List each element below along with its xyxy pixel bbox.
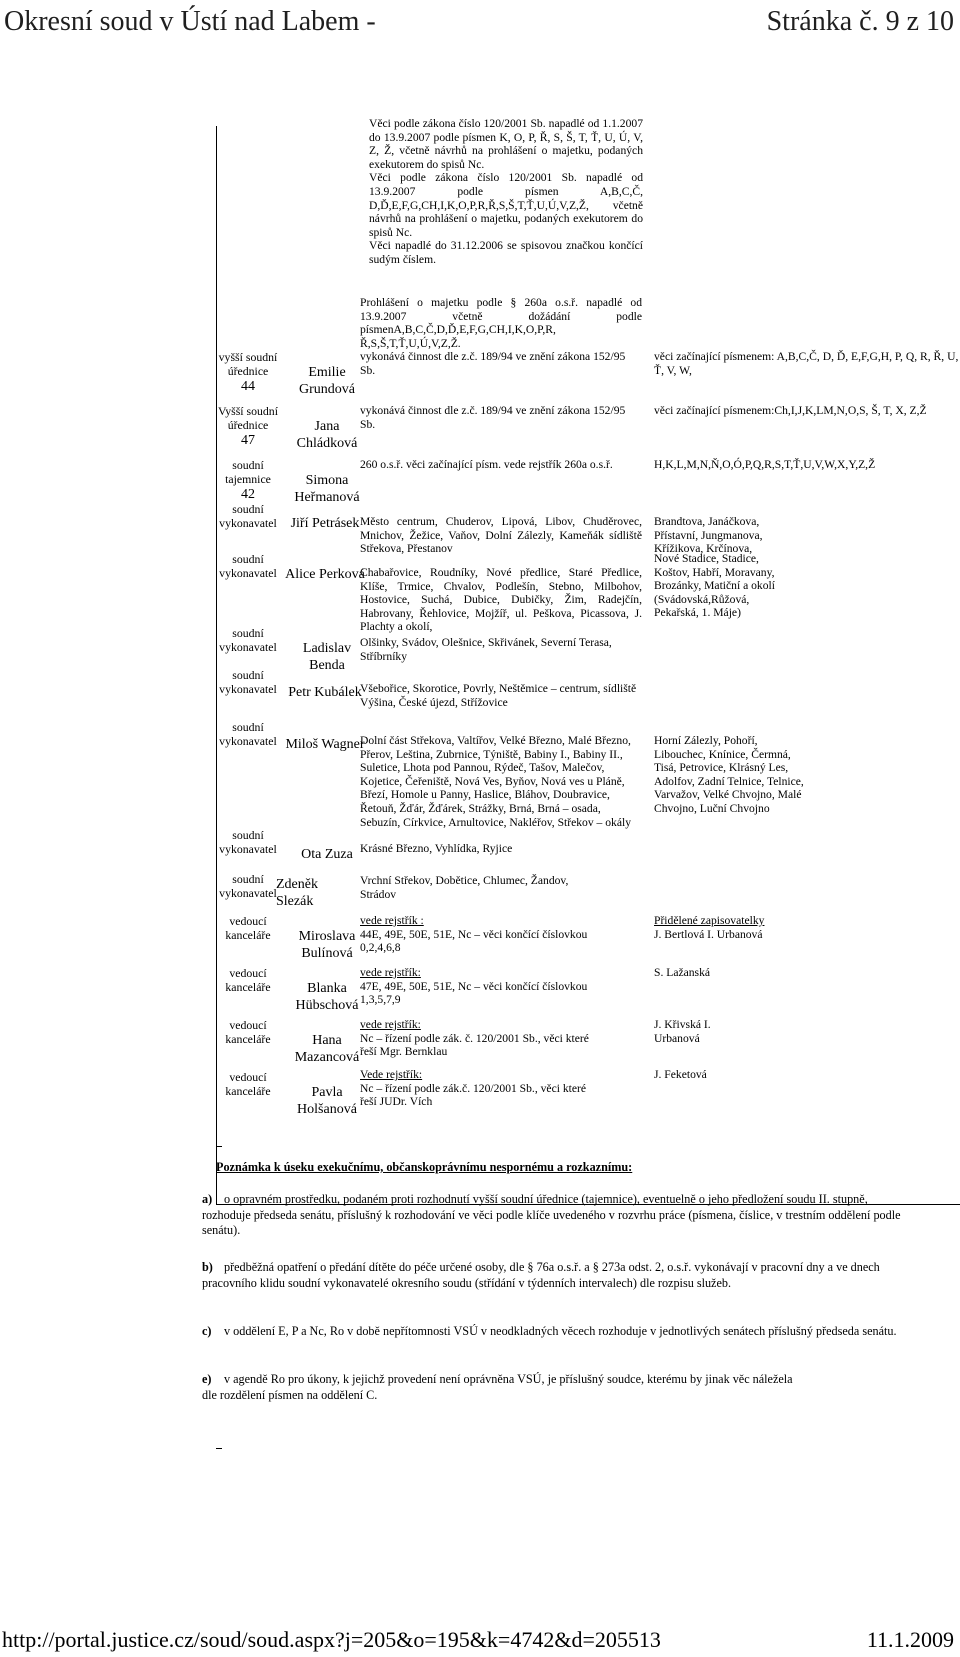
- scope-text: Nové Stadice, Stadice, Koštov, Habří, Moravany, Brozánky, Matiční a okolí (Svádovská,Růžová, Pekařská, 1. Máje): [654, 552, 775, 620]
- kancelar-activity-text: 47E, 49E, 50E, 51E, Nc – věci končící číslovkou 1,3,5,7,9: [360, 979, 588, 1007]
- role-cell: [212, 458, 284, 503]
- activity-text: Dolní část Střekova, Valtířov, Velké Březno, Malé Březno, Přerov, Leština, Zubrnice, Týniště, Babiny I., Babiny II., Suletice, Lhota pod Pannou, Rýdeč, Tašov, Malečov, Kojetice, Čeřeniště, Nová Ves, Byňov, Nová ves u Pláně, Březí, Homole u Panny, Haslice, Bláhov, Doubravice, Řetouň, Žďár, Žďárek, Strážky, Brná, Brná – osada, Sebuzín, Církvice, Arnultovice, Nakléřov, Střekov – okály: [360, 734, 631, 829]
- person-name: Ota Zuza: [301, 847, 353, 862]
- note-item-text: v agendě Ro pro úkony, k jejichž provedení není oprávněna VSÚ, je příslušný soudce, kterému by jinak věc náležela dle rozdělení písmen na oddělení C.: [202, 1372, 793, 1402]
- person-name: Hana Mazancová: [294, 1033, 360, 1065]
- role-label: Vyšší soudní úřednice: [218, 404, 278, 432]
- kancelar-scope: [654, 914, 804, 941]
- note-item-text: v oddělení E, P a Nc, Ro v době nepřítomnosti VSÚ v neodkladných věcech rozhoduje v jednotlivých senátech příslušný předseda senátu.: [224, 1324, 897, 1338]
- kancelar-activity-head: vede rejstřík:: [360, 966, 421, 979]
- role-cell: soudní vykonavatel: [219, 668, 277, 696]
- note-item: [202, 1372, 802, 1403]
- person-name: Pavla Holšanová: [297, 1085, 357, 1117]
- scope-text: H,K,L,M,N,Ň,O,Ó,P,Q,R,S,T,Ť,U,V,W,X,Y,Z,Ž: [654, 458, 876, 471]
- role-cell: soudní vykonavatel: [219, 502, 277, 530]
- role-cell: soudní vykonavatel: [219, 720, 277, 748]
- activity-text: Krásné Březno, Vyhlídka, Ryjice: [360, 842, 513, 855]
- footer-date: 11.1.2009: [866, 1627, 954, 1652]
- header-court-name: Okresní soud v Ústí nad Labem -: [4, 6, 376, 37]
- header-page-number: Stránka č. 9 z 10: [766, 6, 954, 37]
- note-item-label: a): [202, 1192, 213, 1206]
- person-name: Jiří Petrásek: [290, 516, 360, 531]
- role-label: vyšší soudní úřednice: [218, 350, 278, 378]
- kancelar-activity-head: vede rejstřík:: [360, 1018, 421, 1031]
- note-item-label: b): [202, 1260, 213, 1274]
- note-item: [202, 1260, 915, 1291]
- role-number: 44: [241, 379, 255, 394]
- kancelar-scope-text: S. Lažanská: [654, 966, 711, 979]
- page-footer: [2, 1625, 954, 1653]
- person-name: Emilie Grundová: [299, 365, 355, 397]
- scope-text: věci začínající písmenem: A,B,C,Č, D, Ď, E,F,G,H, P, Q, R, Ř, U, Ť, V, W,: [654, 350, 959, 377]
- kancelar-activity: [360, 914, 590, 955]
- kancelar-scope-text: J. Feketová: [654, 1068, 707, 1081]
- role-cell: vedoucí kanceláře: [225, 966, 271, 994]
- kancelar-activity: [360, 1018, 590, 1059]
- role-cell: vedoucí kanceláře: [225, 914, 271, 942]
- small-dash: [216, 1146, 222, 1147]
- kancelar-activity: [360, 966, 590, 1007]
- person-name: Petr Kubálek: [288, 685, 362, 700]
- kancelar-activity-head: Vede rejstřík:: [360, 1068, 423, 1081]
- role-number: 47: [241, 433, 255, 448]
- note-item-label: c): [202, 1324, 212, 1338]
- note-title: Poznámka k úseku exekučnímu, občanskoprávnímu nespornému a rozkaznímu:: [216, 1160, 633, 1174]
- person-name: Simona Heřmanová: [294, 473, 360, 505]
- role-cell: soudní vykonavatel: [219, 626, 277, 654]
- scope-text: Horní Zálezly, Pohoří, Libouchec, Knínice, Čermná, Tisá, Petrovice, Klrásný Les, Adolfov, Zadní Telnice, Telnice, Varvažov, Velké Chvojno, Malé Chvojno, Luční Chvojno: [654, 734, 804, 815]
- person-name: Jana Chládková: [296, 419, 358, 451]
- role-cell: vedoucí kanceláře: [225, 1018, 271, 1046]
- note-item: [202, 1192, 915, 1239]
- footer-url[interactable]: http://portal.justice.cz/soud/soud.aspx?j=205&o=195&k=4742&d=205513: [2, 1627, 661, 1652]
- role-cell: [212, 404, 284, 449]
- role-cell: soudní vykonavatel: [219, 828, 277, 856]
- activity-text: vykonává činnost dle z.č. 189/94 ve znění zákona 152/95 Sb.: [360, 350, 626, 377]
- scope-text: Brandtova, Janáčkova, Přístavní, Jungmanova, Křížikova, Krčínova,: [654, 515, 763, 556]
- activity-text: Vrchní Střekov, Dobětice, Chlumec, Žandov, Strádov: [360, 874, 569, 901]
- note-item-label: e): [202, 1372, 212, 1386]
- small-dash: [216, 1448, 222, 1449]
- note-item-text: předběžná opatření o předání dítěte do péče určené osoby, dle § 76a o.s.ř. a § 273a odst. 2, o.s.ř. vykonávají v pracovní dny a ve dnech pracovního klidu soudní vykonavatelé okresního soudu (střídání v týdenních intervalech) dle rozpisu služeb.: [202, 1260, 880, 1290]
- prohlaseni-text: Prohlášení o majetku podle § 260a o.s.ř. napadlé od 13.9.2007 včetně dožádání podle písmenA,B,C,Č,D,Ď,E,F,G,CH,I,K,O,P,R, Ř,S,Š,T,Ť,U,Ú,V,Z,Ž.: [360, 296, 642, 350]
- top-cell-p1: Věci podle zákona číslo 120/2001 Sb. napadlé od 1.1.2007 do 13.9.2007 podle písmen K, O, P, Ř, S, Š, T, Ť, U, Ú, V, Z, Ž, včetně návrhů na prohlášení o majetku, podaných exekutorem do spisů Nc.: [369, 117, 643, 171]
- kancelar-scope-text: J. Křivská I. Urbanová: [654, 1018, 711, 1045]
- activity-text: Chabařovice, Roudníky, Nové předlice, Staré Předlice, Klíše, Trmice, Chvalov, Podlešín, Stebno, Milbohov, Hostovice, Suchá, Dubice, Dubičky, Žim, Radejčín, Habrovany, Řehlovice, Mojžíř, ul. Peškova, Picassova, J. Plachty a okolí,: [360, 566, 642, 634]
- kancelar-scope-head: Přidělené zapisovatelky: [654, 914, 765, 927]
- activity-text: Olšinky, Svádov, Olešnice, Skřivánek, Severní Terasa, Stříbrníky: [360, 636, 612, 663]
- top-cell-p3: Věci napadlé do 31.12.2006 se spisovou značkou končící sudým číslem.: [369, 239, 643, 266]
- role-cell: soudní vykonavatel: [219, 872, 277, 900]
- person-name: Miroslava Bulínová: [298, 929, 356, 961]
- person-name: Zdeněk Slezák: [276, 877, 318, 909]
- role-cell: [212, 350, 284, 395]
- top-cell: [369, 117, 643, 267]
- kancelar-activity: [360, 1068, 590, 1109]
- role-number: 42: [241, 487, 255, 502]
- person-name: Alice Perková: [285, 567, 365, 582]
- role-label: soudní tajemnice: [225, 458, 271, 486]
- note-item: [202, 1324, 915, 1340]
- top-cell-p2: Věci podle zákona číslo 120/2001 Sb. napadlé od 13.9.2007 podle písmen A,B,C,Č, D,Ď,E,F,G,CH,I,K,O,P,R,Ř,S,Š,T,Ť,U,Ú,V,Z,Ž, včetně návrhů na prohlášení o majetku, podaných exekutorem do spisů Nc.: [369, 171, 643, 239]
- scope-text: věci začínající písmenem:Ch,I,J,K,LM,N,O,S, Š, T, X, Z,Ž: [654, 404, 927, 417]
- page-header: [4, 6, 954, 40]
- role-cell: vedoucí kanceláře: [225, 1070, 271, 1098]
- note-item-text: o opravném prostředku, podaném proti rozhodnutí vyšší soudní úřednice (tajemnice), eventuelně o jeho předložení soudu II. stupně, rozhoduje předseda senátu, příslušný k rozhodování ve věci podle klíče uvedeného v rozvrhu práce (písmena, číslice, v trestním oddělení podle senátu).: [202, 1192, 901, 1237]
- person-name: Miloš Wagner: [285, 737, 365, 752]
- activity-text: Všebořice, Skorotice, Povrly, Neštěmice – centrum, sídliště Výšina, České újezd, Střížovice: [360, 682, 637, 709]
- activity-text: 260 o.s.ř. věci začínající písm. vede rejstřík 260a o.s.ř.: [360, 458, 613, 471]
- role-cell: soudní vykonavatel: [219, 552, 277, 580]
- kancelar-activity-text: Nc – řízení podle zák.č. 120/2001 Sb., věci které řeší JUDr. Vích: [360, 1081, 587, 1109]
- kancelar-activity-text: 44E, 49E, 50E, 51E, Nc – věci končící číslovkou 0,2,4,6,8: [360, 927, 588, 955]
- kancelar-scope-text: J. Bertlová I. Urbanová: [654, 927, 763, 941]
- person-name: Blanka Hübschová: [295, 981, 359, 1013]
- kancelar-activity-head: vede rejstřík :: [360, 914, 424, 927]
- person-name: Ladislav Benda: [302, 641, 352, 673]
- activity-text: Město centrum, Chuderov, Lipová, Libov, Chuděrovec, Mnichov, Žežice, Vaňov, Dolní Zálezly, Kameňák sídliště Střekova, Přestanov: [360, 515, 642, 556]
- activity-text: vykonává činnost dle z.č. 189/94 ve znění zákona 152/95 Sb.: [360, 404, 626, 431]
- kancelar-activity-text: Nc – řízení podle zák. č. 120/2001 Sb., věci které řeší Mgr. Bernklau: [360, 1031, 589, 1059]
